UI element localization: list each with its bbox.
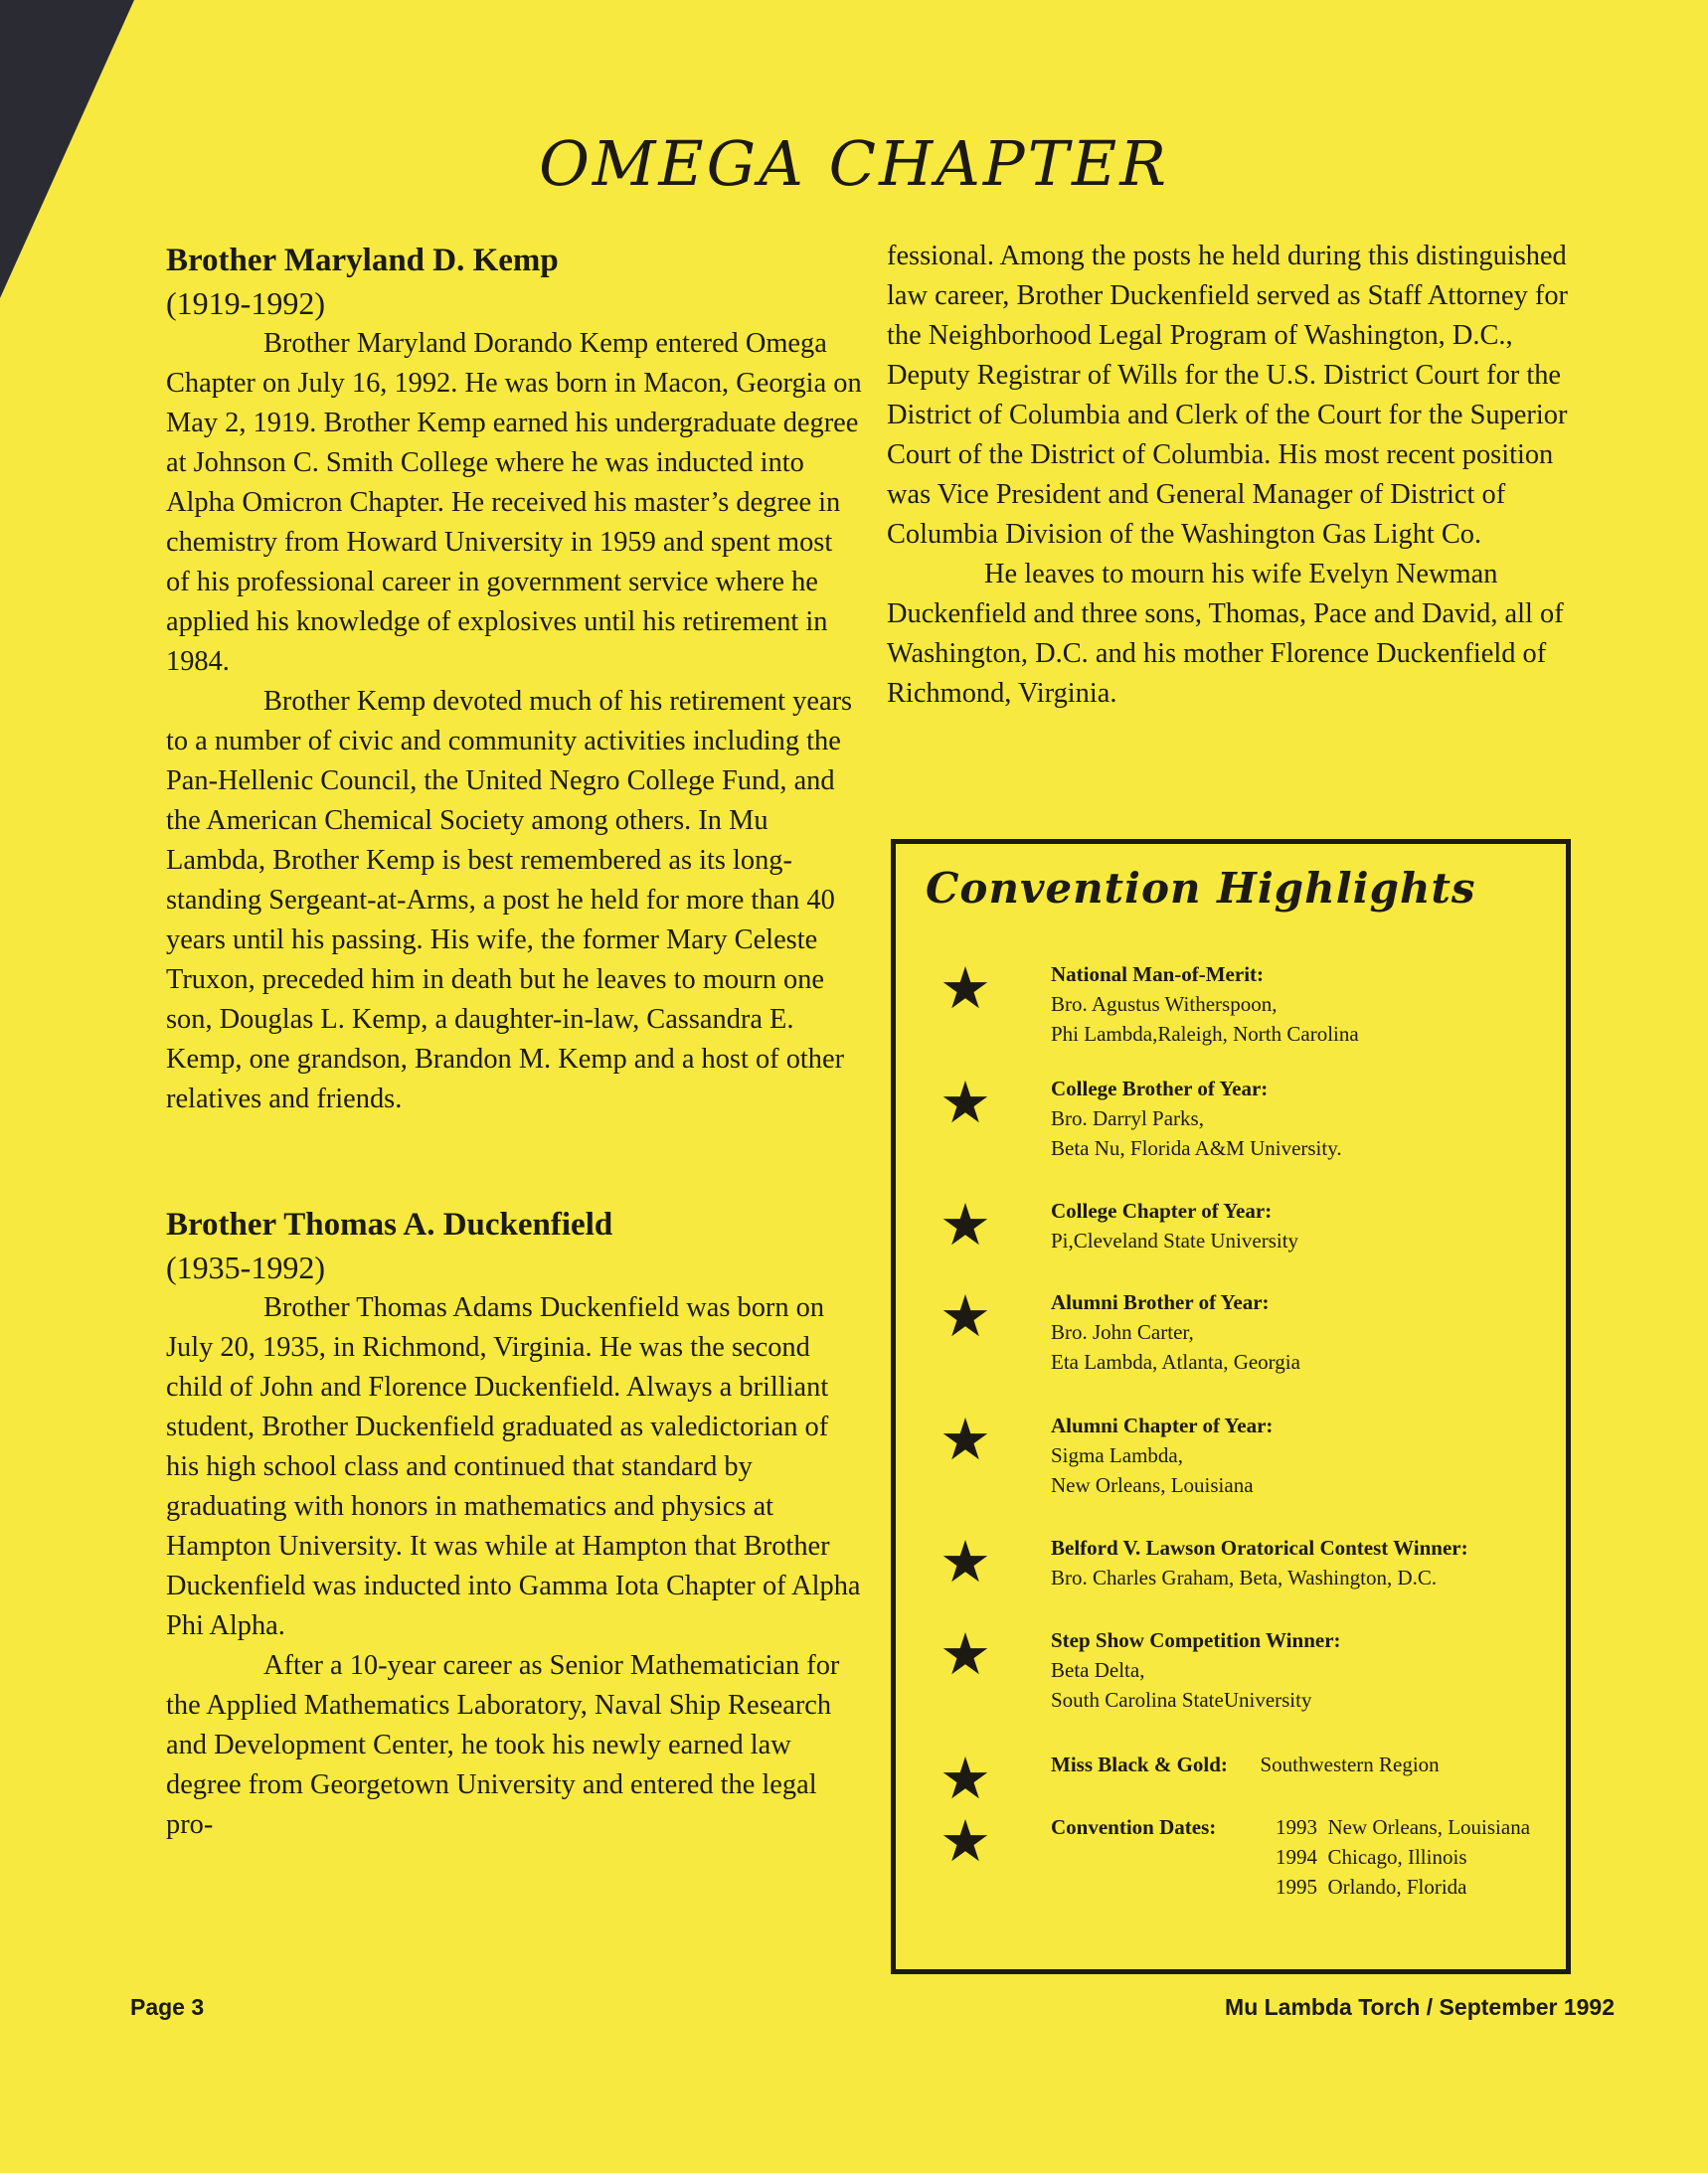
page-title: OMEGA CHAPTER bbox=[539, 127, 1169, 200]
highlight-label: College Chapter of Year: bbox=[1051, 1199, 1273, 1223]
highlight-line: Eta Lambda, Atlanta, Georgia bbox=[1051, 1350, 1300, 1374]
highlight-label: College Brother of Year: bbox=[1051, 1077, 1269, 1100]
kemp-paragraph-2: Brother Kemp devoted much of his retirement years to a number of civic and community activities including the Pan-Hellenic Council, the United Negro College Fund, and the American Chemical Society among others. In Mu Lambda, Brother Kemp is best remembered as its long-standing Sergeant-at-Arms, a post he held for more than 40 years until his passing. His wife, the former Mary Celeste Truxon, preceded him in death but he leaves to mourn one son, Douglas L. Kemp, a daughter-in-law, Cassandra E. Kemp, one grandson, Brandon M. Kemp and a host of other relatives and friends. bbox=[166, 686, 853, 1114]
left-column bbox=[166, 239, 862, 1845]
highlight-line: Sigma Lambda, bbox=[1051, 1443, 1183, 1467]
highlight-label: Miss Black & Gold: bbox=[1051, 1753, 1228, 1776]
convention-date-row bbox=[1276, 1842, 1530, 1872]
highlight-line: Bro. Darryl Parks, bbox=[1051, 1106, 1204, 1130]
convention-date-row bbox=[1276, 1812, 1530, 1842]
footer-page-number: Page 3 bbox=[130, 1994, 205, 2020]
highlight-label: Convention Dates: bbox=[1051, 1815, 1217, 1839]
convention-year: 1994 bbox=[1276, 1845, 1317, 1869]
convention-highlights-title: Convention Highlights bbox=[926, 864, 1476, 913]
star-icon: ★ bbox=[939, 1406, 991, 1473]
highlight-label: Alumni Chapter of Year: bbox=[1051, 1414, 1274, 1437]
highlight-line: Phi Lambda,Raleigh, North Carolina bbox=[1051, 1022, 1359, 1046]
highlight-label: Alumni Brother of Year: bbox=[1051, 1290, 1270, 1314]
right-column bbox=[887, 237, 1575, 714]
convention-highlights-box bbox=[891, 839, 1571, 1974]
star-icon: ★ bbox=[939, 1282, 991, 1350]
highlight-line: Bro. Charles Graham, Beta, Washington, D.C. bbox=[1051, 1566, 1438, 1589]
highlight-value: Southwestern Region bbox=[1260, 1753, 1440, 1776]
kemp-dates: (1919-1992) bbox=[166, 285, 325, 321]
convention-dates-list bbox=[1276, 1812, 1530, 1902]
highlight-line: South Carolina StateUniversity bbox=[1051, 1688, 1312, 1712]
kemp-heading: Brother Maryland D. Kemp bbox=[166, 243, 559, 278]
star-icon: ★ bbox=[939, 954, 991, 1022]
convention-place: Orlando, Florida bbox=[1327, 1875, 1467, 1899]
highlight-line: Beta Nu, Florida A&M University. bbox=[1051, 1136, 1342, 1160]
highlight-line: New Orleans, Louisiana bbox=[1051, 1473, 1254, 1497]
highlight-label: National Man-of-Merit: bbox=[1051, 962, 1265, 986]
highlight-label: Belford V. Lawson Oratorical Contest Winner: bbox=[1051, 1536, 1468, 1560]
kemp-paragraph-1: Brother Maryland Dorando Kemp entered Omega Chapter on July 16, 1992. He was born in Macon, Georgia on May 2, 1919. Brother Kemp earned his undergraduate degree at Johnson C. Smith College where he was inducted into Alpha Omicron Chapter. He received his master’s degree in chemistry from Howard University in 1959 and spent most of his professional career in government service where he applied his knowledge of explosives until his retirement in 1984. bbox=[166, 328, 862, 677]
star-icon: ★ bbox=[939, 1191, 991, 1258]
highlight-line: Beta Delta, bbox=[1051, 1658, 1145, 1682]
highlight-label: Step Show Competition Winner: bbox=[1051, 1628, 1341, 1652]
highlight-line: Pi,Cleveland State University bbox=[1051, 1229, 1299, 1253]
duckenfield-paragraph-3: He leaves to mourn his wife Evelyn Newman Duckenfield and three sons, Thomas, Pace and David, all of Washington, D.C. and his mother Florence Duckenfield of Richmond, Virginia. bbox=[887, 559, 1564, 709]
duckenfield-paragraph-2: After a 10-year career as Senior Mathematician for the Applied Mathematics Laboratory, Naval Ship Research and Development Center, he took his newly earned law degree from Georgetown University and entered the legal pro- bbox=[166, 1650, 840, 1840]
star-icon: ★ bbox=[939, 1528, 991, 1595]
star-icon: ★ bbox=[939, 1620, 991, 1688]
convention-date-row bbox=[1276, 1872, 1530, 1902]
duckenfield-paragraph-1: Brother Thomas Adams Duckenfield was born on July 20, 1935, in Richmond, Virginia. He was the second child of John and Florence Duckenfield. Always a brilliant student, Brother Duckenfield graduated as valedictorian of his high school class and continued that standard by graduating with honors in mathematics and physics at Hampton University. It was while at Hampton that Brother Duckenfield was inducted into Gamma Iota Chapter of Alpha Phi Alpha. bbox=[166, 1292, 861, 1641]
highlight-line: Bro. John Carter, bbox=[1051, 1320, 1194, 1344]
convention-place: Chicago, Illinois bbox=[1327, 1845, 1467, 1869]
star-icon: ★ bbox=[939, 1807, 991, 1875]
duckenfield-dates: (1935-1992) bbox=[166, 1250, 325, 1285]
footer-publication: Mu Lambda Torch / September 1992 bbox=[1225, 1994, 1615, 2020]
star-icon: ★ bbox=[939, 1745, 991, 1812]
highlight-line: Bro. Agustus Witherspoon, bbox=[1051, 992, 1278, 1016]
convention-year: 1993 bbox=[1276, 1815, 1317, 1839]
duckenfield-heading: Brother Thomas A. Duckenfield bbox=[166, 1207, 613, 1243]
star-icon: ★ bbox=[939, 1069, 991, 1136]
duckenfield-paragraph-2-continued: fessional. Among the posts he held during this distinguished law career, Brother Duckenfield served as Staff Attorney for the Neighborhood Legal Program of Washington, D.C., Deputy Registrar of Wills for the U.S. District Court for the District of Columbia and Clerk of the Court for the Superior Court of the District of Columbia. His most recent position was Vice President and General Manager of District of Columbia Division of the Washington Gas Light Co. bbox=[887, 241, 1568, 550]
convention-year: 1995 bbox=[1276, 1875, 1317, 1899]
convention-place: New Orleans, Louisiana bbox=[1327, 1815, 1531, 1839]
